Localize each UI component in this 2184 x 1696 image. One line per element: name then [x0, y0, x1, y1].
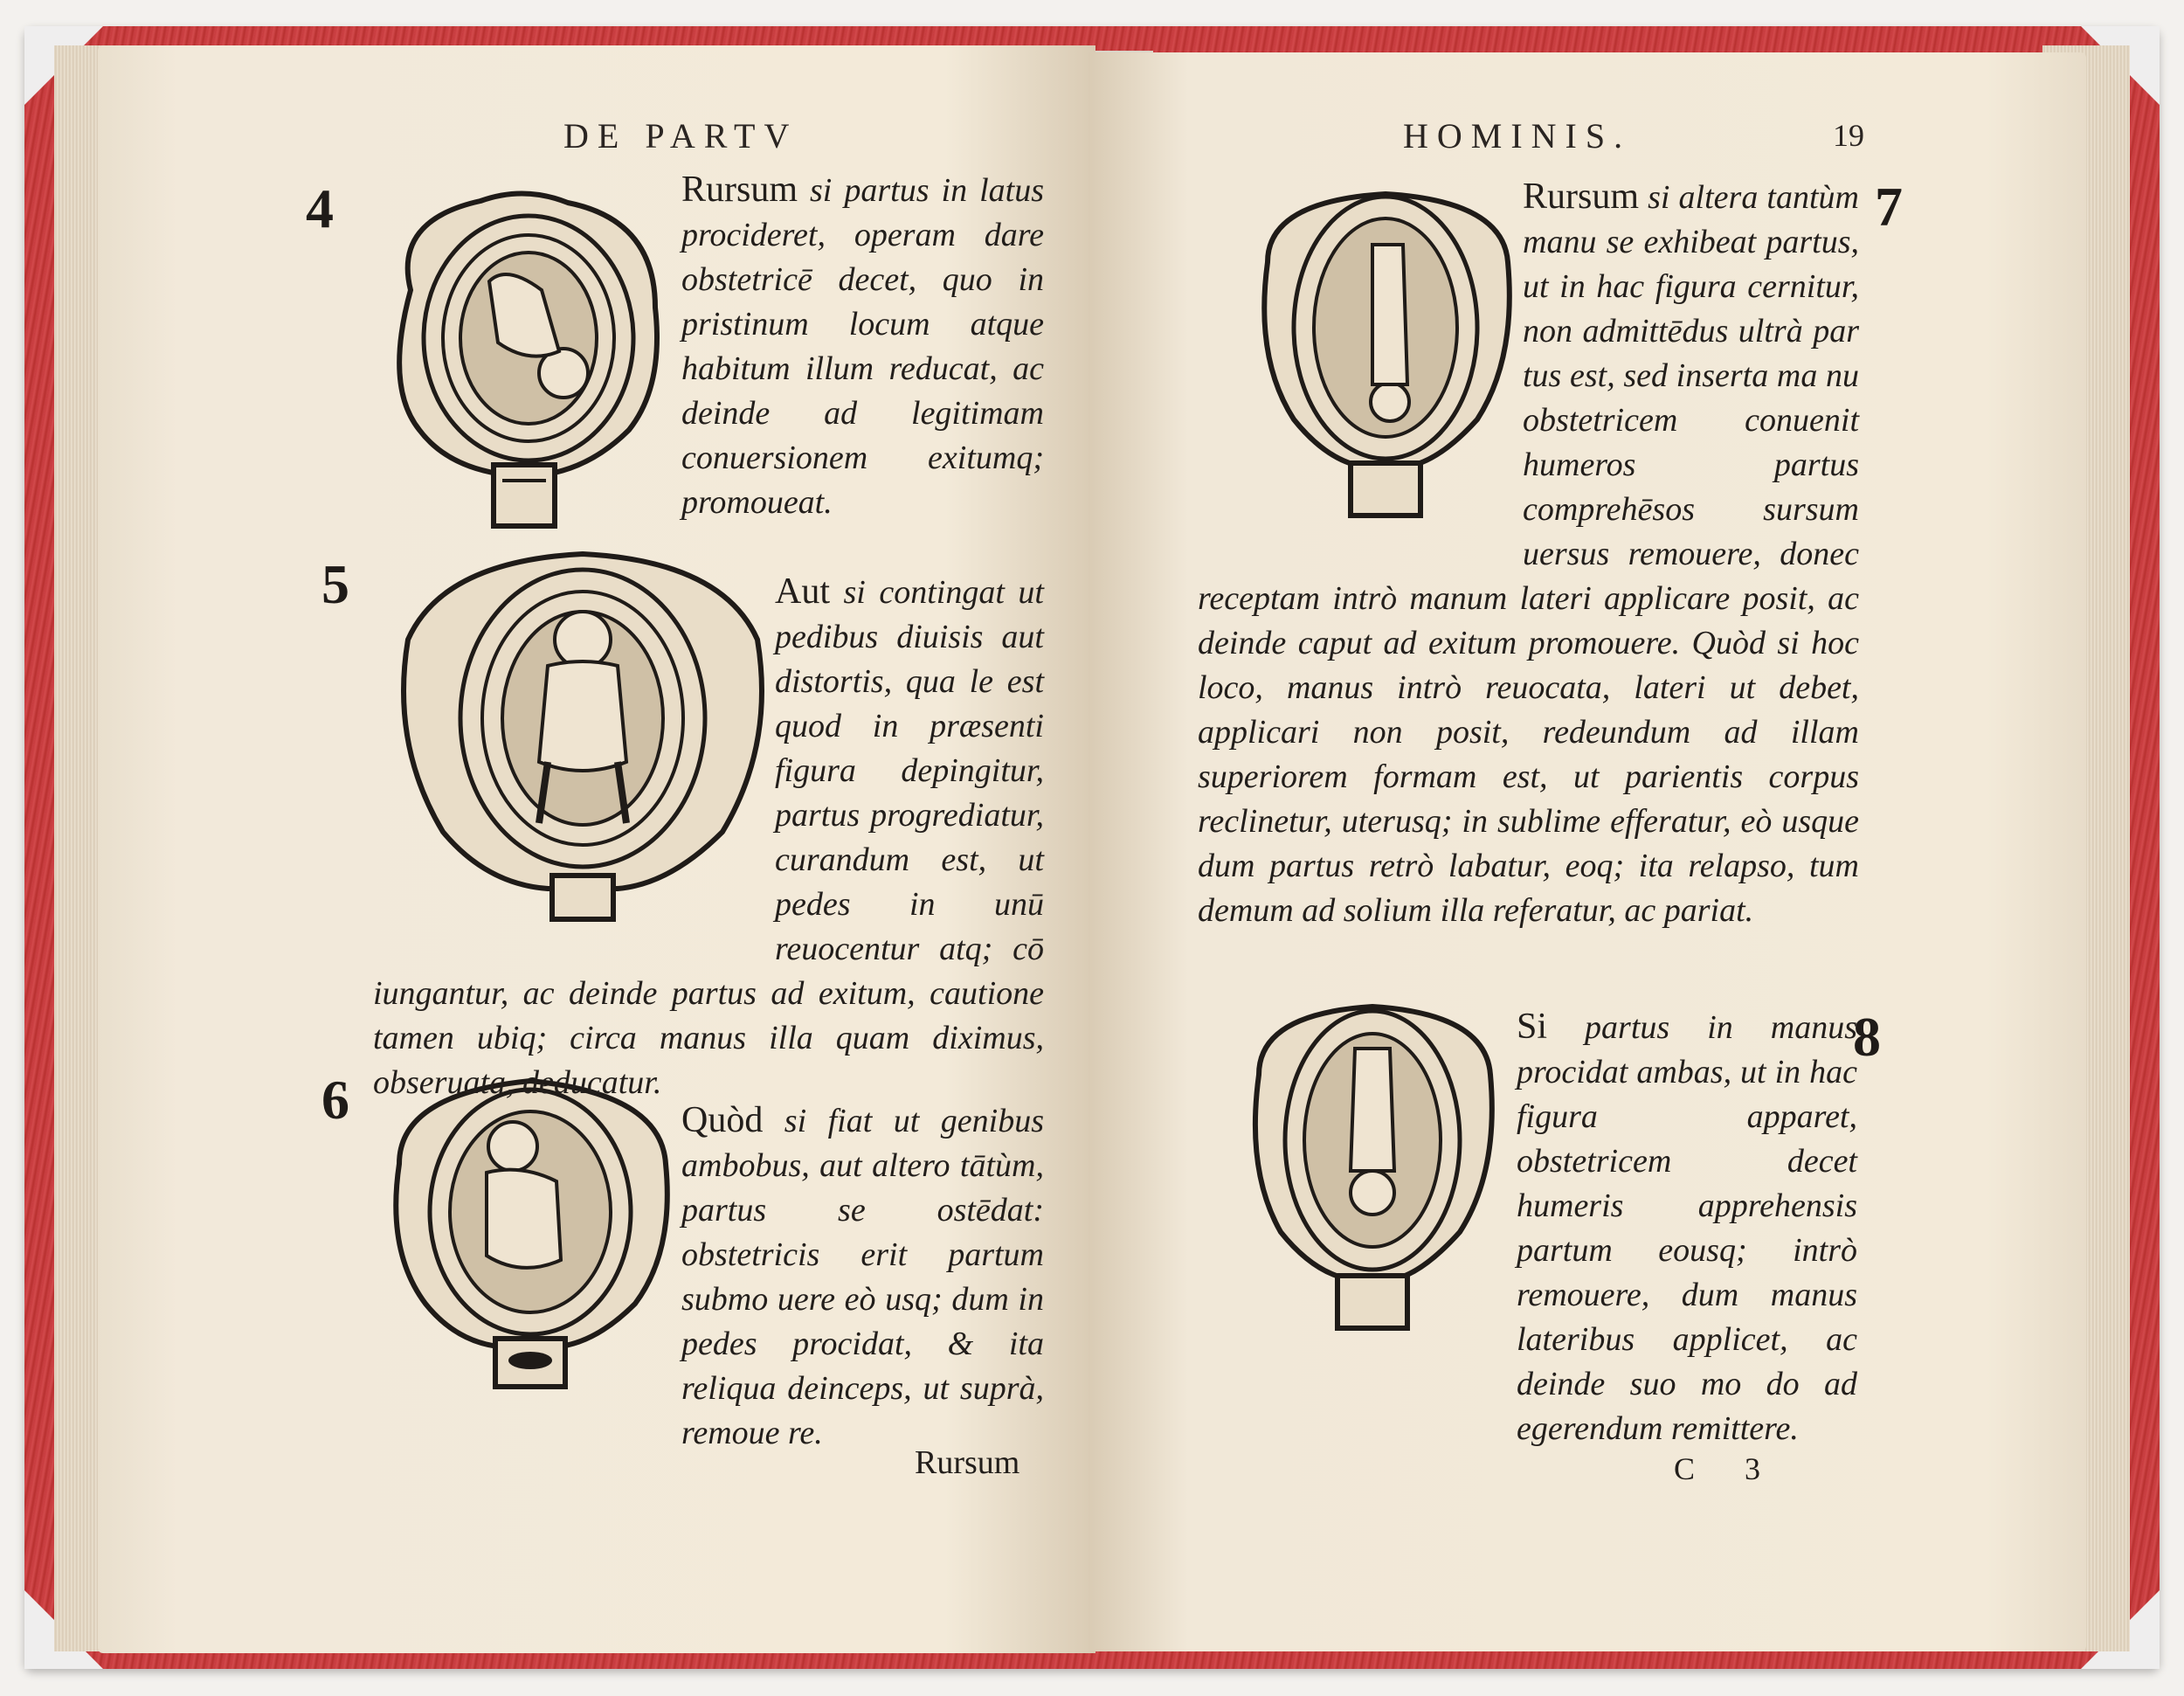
paragraph-1-text: si partus in latus procideret, operam dare obstetricē decet, quo in pristinum locum atque habitum illum reducat, ac deinde ad legitimam conuersionem exitumq; promoueat. [681, 172, 1044, 521]
woodcut-figure-4 [376, 185, 673, 535]
paragraph-3 [681, 1098, 1044, 1456]
paragraph-4-lead: Rursum [1523, 177, 1640, 217]
left-page [98, 45, 1095, 1653]
figure-number-5: 5 [321, 553, 349, 615]
paragraph-2-text: si contingat ut pedibus diuisis aut distortis, qua le est quod in præsenti figura depingitur, partus progrediatur, curandum est, ut pedes in unū reuocentur atq; cō iungantur, ac deinde partus ad exitum, cautione tamen ubiq; circa manus illa quam diximus, obseruata, deducatur. [373, 574, 1044, 1101]
figure-5-spacer [373, 570, 775, 945]
figure-number-8: 8 [1853, 1006, 1881, 1068]
paragraph-4-text: si altera tantùm manu se exhibeat partus, ut in hac figura cernitur, non admittēdus ultrà par tus est, sed inserta ma nu obstetricem conuenit humeros partus comprehēsos sursum uersus remouere, donec receptam intrò manum lateri applicare posit, ac deinde caput ad exitum promouere. Quòd si hoc loco, manus intrò reuocata, lateri ut debet, applicari non posit, redeundum ad illam superiorem formam est, ut parientis corpus reclinetur, uterusq; in sublime efferatur, eò usque dum partus retrò labatur, eoq; ita relapso, tum demum ad solium illa referatur, ac pariat. [1198, 179, 1859, 929]
catchword: Rursum [915, 1444, 1020, 1481]
paragraph-2-lead: Aut [775, 571, 830, 612]
woodcut-figure-6 [373, 1068, 688, 1400]
folio-number: 19 [1833, 118, 1864, 153]
running-head-left: DE PARTV [563, 116, 798, 156]
signature-mark: C 3 [1674, 1451, 1782, 1486]
figure-number-4: 4 [306, 177, 334, 239]
figure-number-6: 6 [321, 1069, 349, 1131]
paragraph-3-lead: Quòd [681, 1100, 764, 1140]
paragraph-1-lead: Rursum [681, 170, 798, 210]
figure-number-7: 7 [1875, 176, 1903, 238]
running-head-right: HOMINIS. [1403, 116, 1632, 156]
woodcut-figure-8 [1233, 996, 1512, 1346]
paragraph-1 [681, 168, 1044, 525]
paragraph-5 [1517, 1005, 1857, 1451]
paragraph-5-lead: Si [1517, 1007, 1548, 1047]
figure-7-spacer [1198, 175, 1523, 570]
paragraph-4 [1198, 175, 1859, 933]
paragraph-2 [373, 570, 1044, 1105]
paragraph-3-text: si fiat ut genibus ambobus, aut altero tātùm, partus se ostēdat: obstetricis erit partum submo uere eò usq; dum in pedes procidat, & ita reliqua deinceps, ut suprà, remoue re. [681, 1103, 1044, 1451]
paragraph-5-text: partus in manus procidat ambas, ut in hac figura apparet, obstetricem decet humeris apprehensis partum eousq; intrò remouere, dum manus lateribus applicet, ac deinde suo mo do ad egerendum remittere. [1517, 1009, 1857, 1447]
right-page [1089, 52, 2086, 1651]
